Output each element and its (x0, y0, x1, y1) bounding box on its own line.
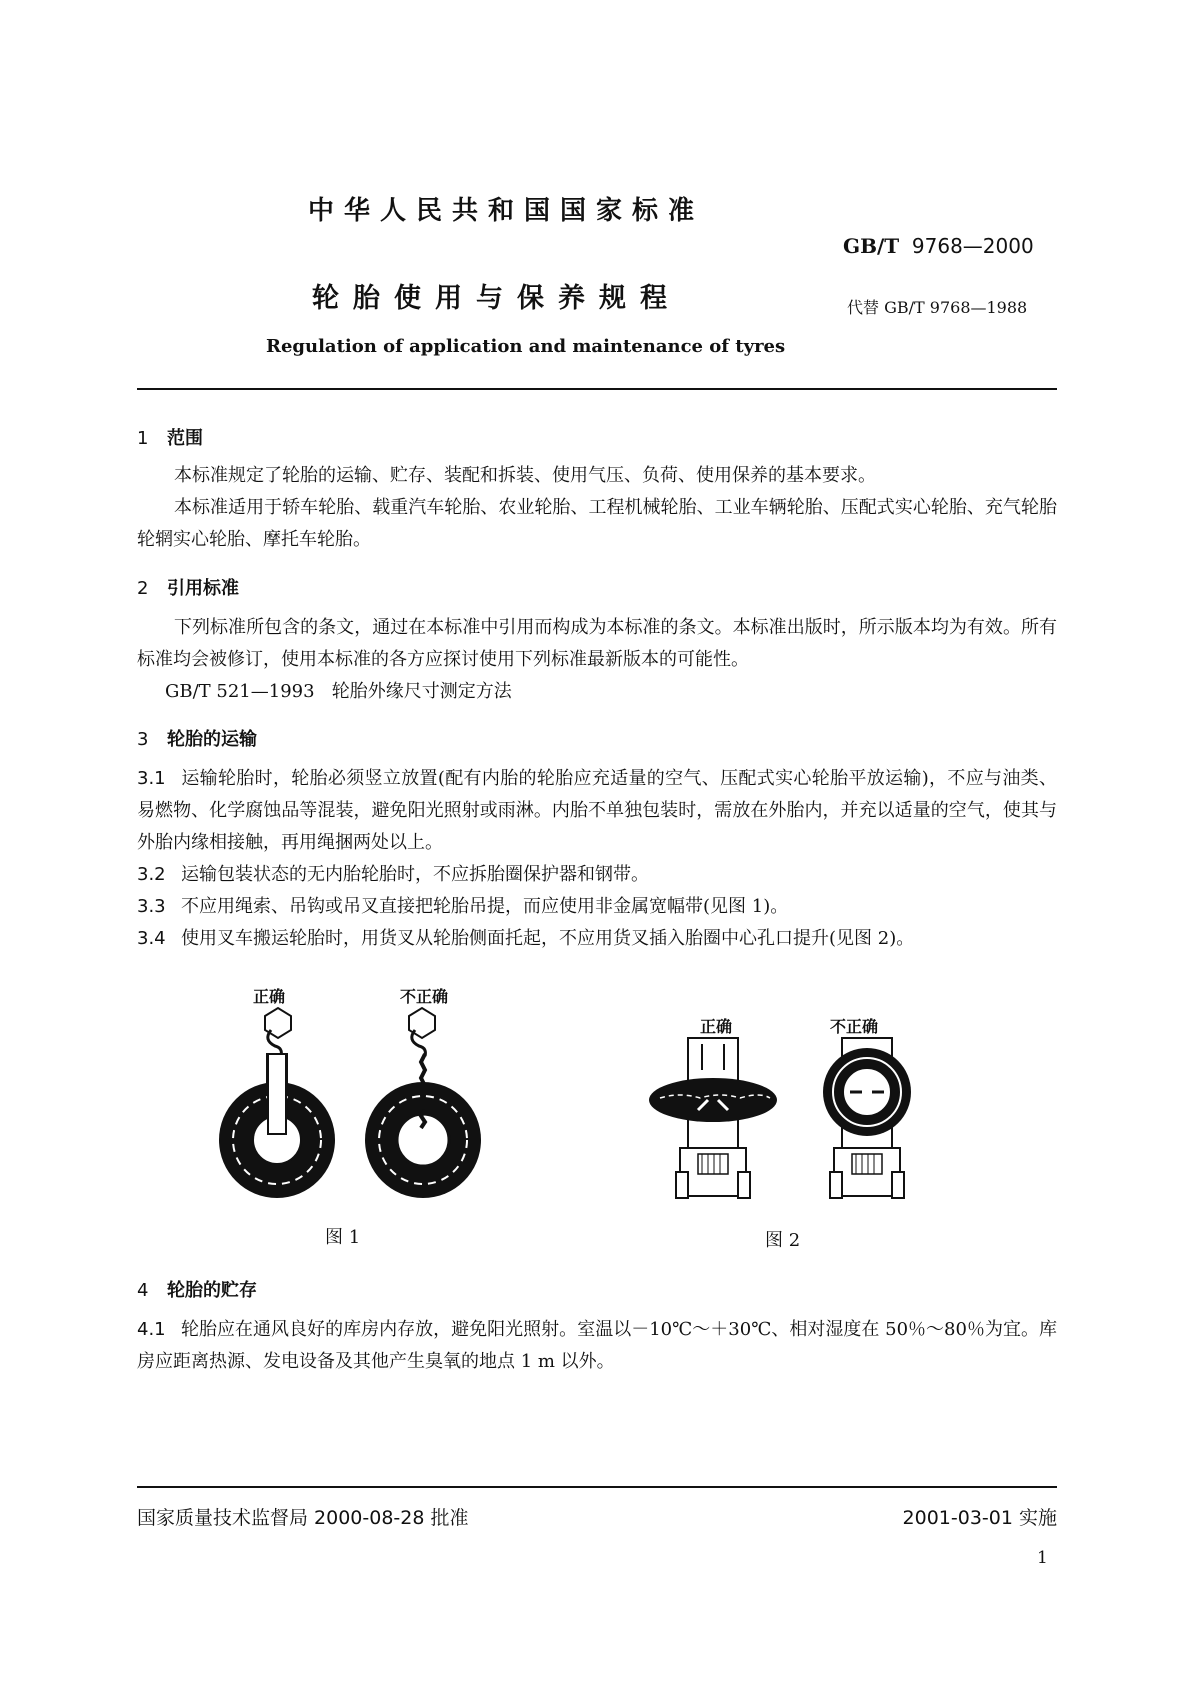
figure-1 (215, 980, 515, 1248)
standard-prefix: GB/T (843, 234, 900, 258)
paragraph: 本标准适用于轿车轮胎、载重汽车轮胎、农业轮胎、工程机械轮胎、工业车辆轮胎、压配式实心轮胎、充气轮胎轮辋实心轮胎、摩托车轮胎。 (137, 497, 1057, 550)
clause-number: 3.1 (137, 768, 166, 789)
standard-year: 9768—2000 (911, 234, 1034, 258)
figure-2 (640, 1010, 980, 1250)
forklift-illustration (640, 1030, 980, 1220)
tyre-correct-illustration (219, 1008, 335, 1198)
clause-text: 运输轮胎时，轮胎必须竖立放置(配有内胎的轮胎应充适量的空气、压配式实心轮胎平放运输)，不应与油类、易燃物、化学腐蚀品等混装，避免阳光照射或雨淋。内胎不单独包装时，需放在外胎内，并充以适量的空气，使其与外胎内缘相接触，再用绳捆两处以上。 (137, 768, 1057, 853)
figure-1-correct-label: 正确 (253, 987, 286, 1006)
section-number: 4 (137, 1280, 149, 1301)
section-number: 1 (137, 428, 149, 449)
clause-number: 4.1 (137, 1319, 166, 1340)
approval-note: 国家质量技术监督局 2000-08-28 批准 (137, 1507, 469, 1529)
section-number: 3 (137, 729, 149, 750)
section-3-body (137, 763, 1057, 955)
section-title: 轮胎的贮存 (167, 1280, 257, 1301)
section-4-heading (137, 1276, 257, 1302)
reference-code: GB/T 521—1993 (165, 681, 315, 702)
figure-2-correct-label: 正确 (700, 1017, 733, 1036)
clause-number: 3.3 (137, 896, 166, 917)
clause-number: 3.4 (137, 928, 166, 949)
section-title: 轮胎的运输 (167, 729, 257, 750)
paragraph: 本标准规定了轮胎的运输、贮存、装配和拆装、使用气压、负荷、使用保养的基本要求。 (174, 465, 876, 486)
forklift-incorrect-illustration (823, 1038, 911, 1198)
clause-3-2 (137, 859, 1057, 891)
figure-1-incorrect-label: 不正确 (400, 987, 449, 1006)
clause-number: 3.2 (137, 864, 166, 885)
document-title: 轮胎使用与保养规程 (312, 283, 681, 314)
reference-title: 轮胎外缘尺寸测定方法 (331, 681, 512, 702)
section-title: 范围 (167, 428, 203, 449)
section-2-heading (137, 574, 239, 600)
clause-text: 不应用绳索、吊钩或吊叉直接把轮胎吊提，而应使用非金属宽幅带(见图 1)。 (181, 896, 789, 917)
section-3-heading (137, 725, 257, 751)
effective-date: 2001-03-01 实施 (902, 1507, 1057, 1529)
clause-3-3 (137, 891, 1057, 923)
english-title: Regulation of application and maintenance of tyres (266, 336, 786, 357)
replaces-note: 代替 GB/T 9768—1988 (847, 298, 1028, 317)
section-1-body (137, 460, 1057, 556)
forklift-correct-illustration (649, 1038, 777, 1198)
clause-4-1 (137, 1314, 1057, 1378)
footer-rule (137, 1486, 1057, 1488)
clause-text: 轮胎应在通风良好的库房内存放，避免阳光照射。室温以－10℃～＋30℃、相对湿度在 50％～80％为宜。库房应距离热源、发电设备及其他产生臭氧的地点 1 m 以外。 (137, 1319, 1057, 1372)
figure-2-incorrect-label: 不正确 (830, 1017, 879, 1036)
section-title: 引用标准 (167, 578, 239, 599)
section-1-heading (137, 424, 203, 450)
normative-reference (137, 676, 1057, 708)
clause-3-4 (137, 923, 1057, 955)
page-number: 1 (1037, 1548, 1048, 1568)
clause-text: 使用叉车搬运轮胎时，用货叉从轮胎侧面托起，不应用货叉插入胎圈中心孔口提升(见图 2)。 (181, 928, 915, 949)
clause-3-1 (137, 763, 1057, 859)
section-2-body (137, 612, 1057, 708)
clause-text: 运输包装状态的无内胎轮胎时，不应拆胎圈保护器和钢带。 (181, 864, 649, 885)
figure-1-caption: 图 1 (325, 1227, 361, 1248)
paragraph: 下列标准所包含的条文，通过在本标准中引用而构成为本标准的条文。本标准出版时，所示版本均为有效。所有标准均会被修订，使用本标准的各方应探讨使用下列标准最新版本的可能性。 (137, 617, 1057, 670)
tyre-incorrect-illustration (365, 1008, 481, 1198)
header-rule (137, 388, 1057, 390)
figure-2-caption: 图 2 (765, 1230, 801, 1251)
tyre-lifting-illustration (215, 1000, 515, 1220)
section-number: 2 (137, 578, 149, 599)
country-standard-heading: 中华人民共和国国家标准 (308, 196, 705, 226)
standard-number (843, 234, 1034, 258)
section-4-body (137, 1314, 1057, 1378)
